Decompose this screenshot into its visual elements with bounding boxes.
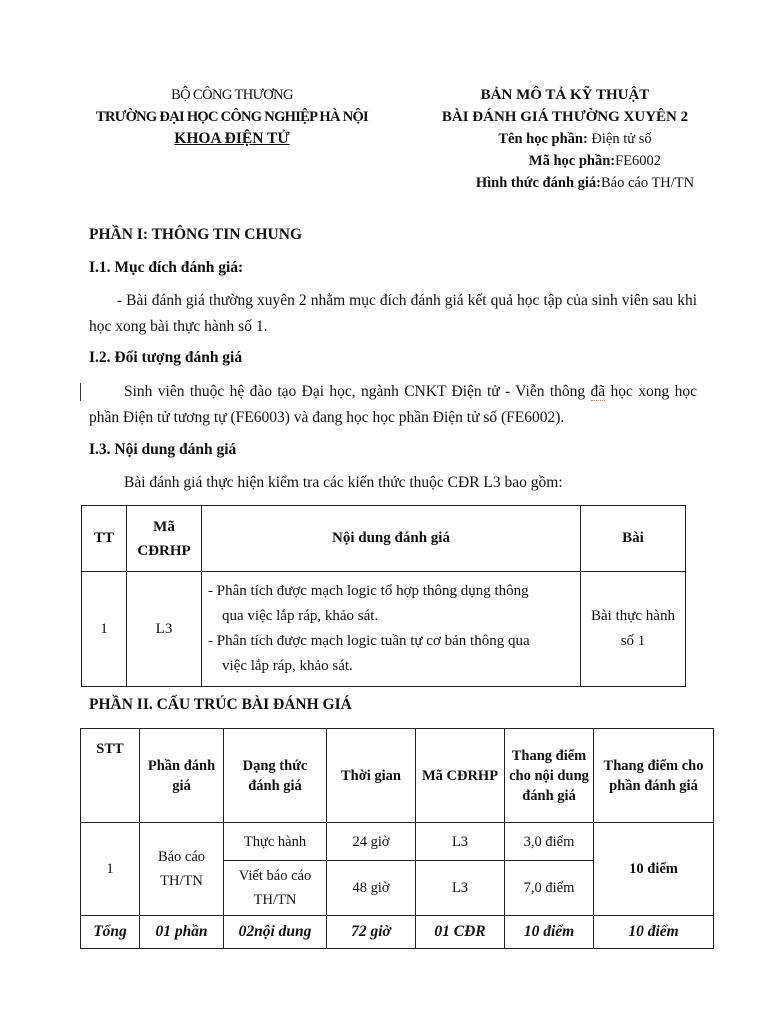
doc-title-1: BẢN MÔ TẢ KỸ THUẬT [480, 87, 650, 103]
table-row [81, 823, 714, 861]
assessment-content-table [81, 505, 686, 687]
cell-score-2: 7,0 điểm [505, 861, 594, 916]
col-code: Mã CĐRHP [127, 506, 202, 572]
col-content: Nội dung đánh giá [202, 506, 581, 572]
table-header-row [82, 506, 686, 572]
total-parts: 01 phần [140, 916, 224, 949]
header-left [92, 84, 372, 150]
cell-score-1: 3,0 điểm [505, 823, 594, 861]
lesson-a: Bài thực hành [591, 608, 675, 624]
part2-title: PHẦN II. CẤU TRÚC BÀI ĐÁNH GIÁ [89, 696, 352, 713]
col-time: Thời gian [327, 729, 416, 823]
cell-part: Báo cáo TH/TN [140, 823, 224, 916]
cell-part-score: 10 điểm [594, 823, 714, 916]
cell-form-2: Viết báo cáo TH/TN [224, 861, 327, 916]
section-1-2-text [89, 379, 697, 431]
content-item-1a: - Phân tích được mạch logic tổ hợp thông dụng thông [208, 583, 529, 599]
code-label: Mã học phần: [528, 153, 616, 169]
ministry-name: BỘ CÔNG THƯƠNG [171, 87, 293, 103]
section-1-1-text: - Bài đánh giá thường xuyên 2 nhằm mục đích đánh giá kết quả học tập của sinh viên sau khi học xong bài thực hành số 1. [89, 292, 697, 335]
total-label: Tổng [81, 916, 140, 949]
part1-title: PHẦN I: THÔNG TIN CHUNG [89, 226, 303, 243]
total-score: 10 điểm [505, 916, 594, 949]
cell-form-1: Thực hành [224, 823, 327, 861]
cell-stt: 1 [81, 823, 140, 916]
total-code: 01 CĐR [416, 916, 505, 949]
content-item-2b: việc lắp ráp, khảo sát. [222, 658, 353, 674]
col-code: Mã CĐRHP [416, 729, 505, 823]
university-name: TRƯỜNG ĐẠI HỌC CÔNG NGHIỆP HÀ NỘI [95, 109, 369, 125]
col-tt: TT [82, 506, 127, 572]
content-item-2a: - Phân tích được mạch logic tuần tự cơ bản thông qua [208, 633, 530, 649]
table-row [82, 572, 686, 687]
section-1-2-text-c: học xong học phần Điện tử tương tự (FE6003) và đang học học phần Điện tử số (FE6002). [89, 383, 697, 426]
cell-lesson [581, 572, 686, 687]
section-1-1-title: I.1. Mục đích đánh giá: [89, 259, 244, 276]
cell-content [202, 572, 581, 687]
doc-title-2: BÀI ĐÁNH GIÁ THƯỜNG XUYÊN 2 [441, 109, 689, 125]
assessment-structure-table [80, 728, 714, 949]
course-value: Điện tử số [587, 131, 652, 147]
section-1-2-text-a: Sinh viên thuộc hệ đào tạo Đại học, ngành CNKT Điện tử - Viễn thông [124, 383, 591, 400]
col-scale-part: Thang điểm cho phần đánh giá [594, 729, 714, 823]
section-1-3-text: Bài đánh giá thực hiện kiểm tra các kiến thức thuộc CĐR L3 bao gồm: [124, 474, 563, 491]
form-value: Báo cáo TH/TN [600, 175, 695, 191]
total-part-score: 10 điểm [594, 916, 714, 949]
table-header-row [81, 729, 714, 823]
cell-code-1: L3 [416, 823, 505, 861]
total-row [81, 916, 714, 949]
text-cursor [80, 383, 81, 401]
cell-code-2: L3 [416, 861, 505, 916]
assessment-form-line [460, 172, 710, 194]
course-name-line [440, 128, 710, 150]
section-1-3-title: I.3. Nội dung đánh giá [89, 441, 237, 458]
cell-time-2: 48 giờ [327, 861, 416, 916]
col-lesson: Bài [581, 506, 686, 572]
col-scale-content: Thang điểm cho nội dung đánh giá [505, 729, 594, 823]
form-label: Hình thức đánh giá: [475, 175, 601, 191]
col-part: Phần đánh giá [140, 729, 224, 823]
col-form: Dạng thức đánh giá [224, 729, 327, 823]
section-1-2-text-b: đã [590, 383, 606, 400]
header-right [420, 84, 710, 194]
total-contents: 02nội dung [224, 916, 327, 949]
lesson-b: số 1 [620, 633, 646, 649]
cell-tt: 1 [82, 572, 127, 687]
section-1-2-title: I.2. Đối tượng đánh giá [89, 349, 243, 366]
total-time: 72 giờ [327, 916, 416, 949]
course-code-line [480, 150, 710, 172]
cell-code: L3 [127, 572, 202, 687]
code-value: FE6002 [615, 153, 662, 169]
faculty-name: KHOA ĐIỆN TỬ [174, 130, 290, 147]
course-label: Tên học phần: [498, 131, 588, 147]
content-item-1b: qua việc lắp ráp, khảo sát. [222, 608, 379, 624]
cell-time-1: 24 giờ [327, 823, 416, 861]
col-stt: STT [81, 729, 140, 823]
